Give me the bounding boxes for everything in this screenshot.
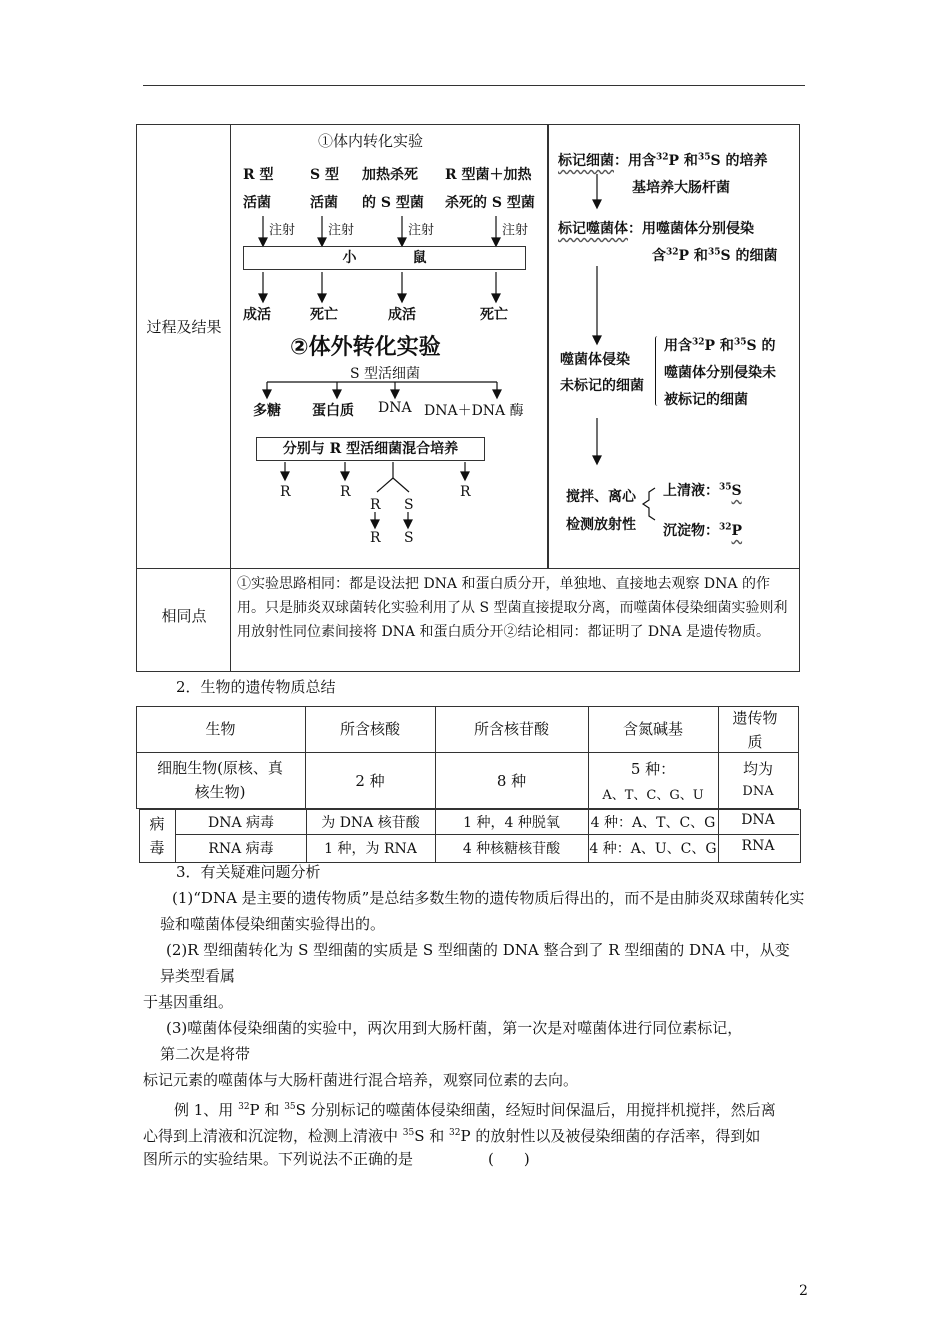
dna-virus-nucleotide: 1 种，4 种脱氧 [463,815,560,831]
step3-left2: 未标记的细菌 [560,378,644,394]
example-sup4: 32 [449,1128,461,1138]
cell-genetic-1: 均为 [742,760,773,778]
result-r-1: R [280,484,291,500]
result-3: 成活 [388,307,416,323]
row-label-process: 过程及结果 [146,318,222,336]
rna-virus-nucleotide: 4 种核糖核苷酸 [462,841,561,857]
step3-r2: 噬菌体分别侵染未 [664,365,776,381]
component-3: DNA [378,400,412,416]
header-genetic: 遗传物质 [732,709,778,751]
col3-label-2: 的 S 型菌 [362,195,424,211]
step1-text-c: S 的培养 [710,153,768,169]
col1-label-2: 活菌 [243,195,271,211]
result-r-5: R [370,530,381,546]
para-3-line2: 第二次是将带 [160,1045,251,1063]
exp1-title: ①体内转化实验 [318,132,424,150]
header-bases: 含氮碱基 [622,720,683,738]
rna-virus-genetic: RNA [741,838,775,854]
col4-label: R 型菌＋加热 [445,167,532,183]
example-line2-b: S 和 [414,1127,450,1145]
step3-r1-sup-a: 32 [692,337,705,348]
step2-line2-c: S 的细菌 [720,248,778,264]
mouse-box: 小 鼠 [243,246,526,270]
result-2: 死亡 [310,307,338,323]
step3-r1-a: 用含 [664,338,692,354]
mix-box: 分别与 R 型活细菌混合培养 [256,437,485,461]
step3-r1-b: P 和 [704,338,734,354]
step2-text: ：用噬菌体分别侵染 [628,221,754,237]
step4-left1: 搅拌、离心 [566,489,636,505]
step1-text-b: P 和 [668,153,698,169]
example-c: S 分别标记的噬菌体侵染细菌，经短时间保温后，用搅拌机搅拌，然后离 [295,1101,776,1119]
step1-text-a: ：用含 [614,153,656,169]
para-2-line1: (2)R 型细菌转化为 S 型细菌的实质是 S 型细菌的 DNA 整合到了 R 型细菌的 DNA 中，从变 [166,941,790,959]
result-r-2: R [340,484,351,500]
header-nucleotide: 所含核苷酸 [473,720,549,738]
component-2: 蛋白质 [312,403,354,419]
cell-organism: 细胞生物(原核、真核生物) [157,759,283,801]
example-line2-c: P 的放射性以及被侵染细菌的存活率，得到如 [460,1127,761,1145]
col1-label: R 型 [243,167,274,183]
example-line2-a: 心得到上清液和沉淀物，检测上清液中 [143,1127,403,1145]
sediment-label: 沉淀物： [663,523,719,539]
sediment-sup: 32 [719,522,732,533]
step1-line2: 基培养大肠杆菌 [632,180,730,196]
example-sup3: 35 [402,1128,415,1138]
cell-genetic-2: DNA [742,784,774,799]
dna-virus-nucleic: 为 DNA 核苷酸 [321,815,420,831]
rna-virus-bases: 4 种：A、U、C、G [589,841,717,857]
page-number: 2 [799,1283,808,1299]
cell-nucleotide: 8 种 [496,772,527,790]
para-3-line1: (3)噬菌体侵染细菌的实验中，两次用到大肠杆菌，第一次是对噬菌体进行同位素标记， [166,1019,743,1037]
cell-bases-2: A、T、C、G、U [602,788,704,803]
result-4: 死亡 [480,307,508,323]
step1-sup-b: 35 [697,152,711,163]
exp2-title: ②体外转化实验 [290,335,441,360]
step2-line2-a: 含 [652,248,666,264]
row-label-same: 相同点 [161,607,207,625]
result-s-2: S [404,530,414,546]
header-rule [143,85,805,86]
inject-label-2: 注射 [328,223,355,238]
s-live-label: S 型活细菌 [350,366,421,382]
same-points-text: ①实验思路相同：都是设法把 DNA 和蛋白质分开，单独地、直接地去观察 DNA 的作用。只是肺炎双球菌转化实验利用了从 S 型菌直接提取分离，而噬菌体侵染细菌实验则利用放射性同位素间接将 DNA 和蛋白质分开②结论相同：都证明了 DNA 是遗传物质。 [237,576,788,640]
brace [655,336,660,406]
para-1: (1)“DNA 是主要的遗传物质”是总结多数生物的遗传物质后得出的，而不是由肺炎双球菌转化实验和噬菌体侵染细菌实验得出的。 [160,889,805,933]
step2-sup-b: 35 [707,247,721,258]
example-line3: 图所示的实验结果。下列说法不正确的是 ( ) [143,1150,530,1168]
dna-virus-bases: 4 种：A、T、C、G [590,815,716,831]
example-b: P 和 [249,1101,285,1119]
supernatant-sup: 35 [719,482,732,493]
dna-virus-genetic: DNA [741,812,775,828]
result-r-4: R [460,484,471,500]
component-1: 多糖 [253,403,281,419]
para-3-line3: 标记元素的噬菌体与大肠杆菌进行混合培养，观察同位素的去向。 [143,1071,579,1089]
inject-label-3: 注射 [408,223,435,238]
component-4: DNA＋DNA 酶 [424,403,524,419]
inject-label-1: 注射 [269,223,296,238]
step2-sup-a: 32 [666,247,679,258]
step2-label: 标记噬菌体 [558,221,628,237]
example-line1 [174,1095,776,1122]
result-s-1: S [404,497,414,513]
step4-left2: 检测放射性 [566,517,636,533]
header-organism: 生物 [205,720,236,738]
step3-r3: 被标记的细菌 [664,392,748,408]
header-nucleic: 所含核酸 [339,720,400,738]
step1-label: 标记细菌 [558,153,614,169]
rna-virus-type: RNA 病毒 [208,841,274,857]
step3-left1: 噬菌体侵染 [560,352,630,368]
step1-sup-a: 32 [656,152,669,163]
cell-bases-1: 5 种： [630,760,676,778]
col3-label: 加热杀死 [362,167,418,183]
result-r-3: R [370,497,381,513]
supernatant-label: 上清液： [663,483,719,499]
example-line2 [143,1121,760,1148]
section3-title: 3．有关疑难问题分析 [176,863,321,881]
virus-label: 病毒 [149,815,165,857]
col2-label-2: 活菌 [310,195,338,211]
sediment-element: P [731,523,743,539]
result-1: 成活 [243,307,271,323]
dna-virus-type: DNA 病毒 [207,815,275,831]
step3-r1-sup-b: 35 [733,337,747,348]
example-sup2: 35 [284,1102,296,1112]
section2-title: 2．生物的遗传物质总结 [176,678,336,696]
para-2-line3: 于基因重组。 [143,993,234,1011]
step3-r1-c: S 的 [746,338,776,354]
para-2-line2: 异类型看属 [160,967,236,985]
rna-virus-nucleic: 1 种，为 RNA [324,841,417,857]
example-sup1: 32 [238,1102,250,1112]
cell-nucleic: 2 种 [355,772,385,790]
col2-label: S 型 [310,167,339,183]
inject-label-4: 注射 [502,223,529,238]
step2-line2-b: P 和 [678,248,708,264]
example-a: 例 1、用 [174,1101,239,1119]
col4-label-2: 杀死的 S 型菌 [445,195,535,211]
supernatant-element: S [731,483,742,499]
